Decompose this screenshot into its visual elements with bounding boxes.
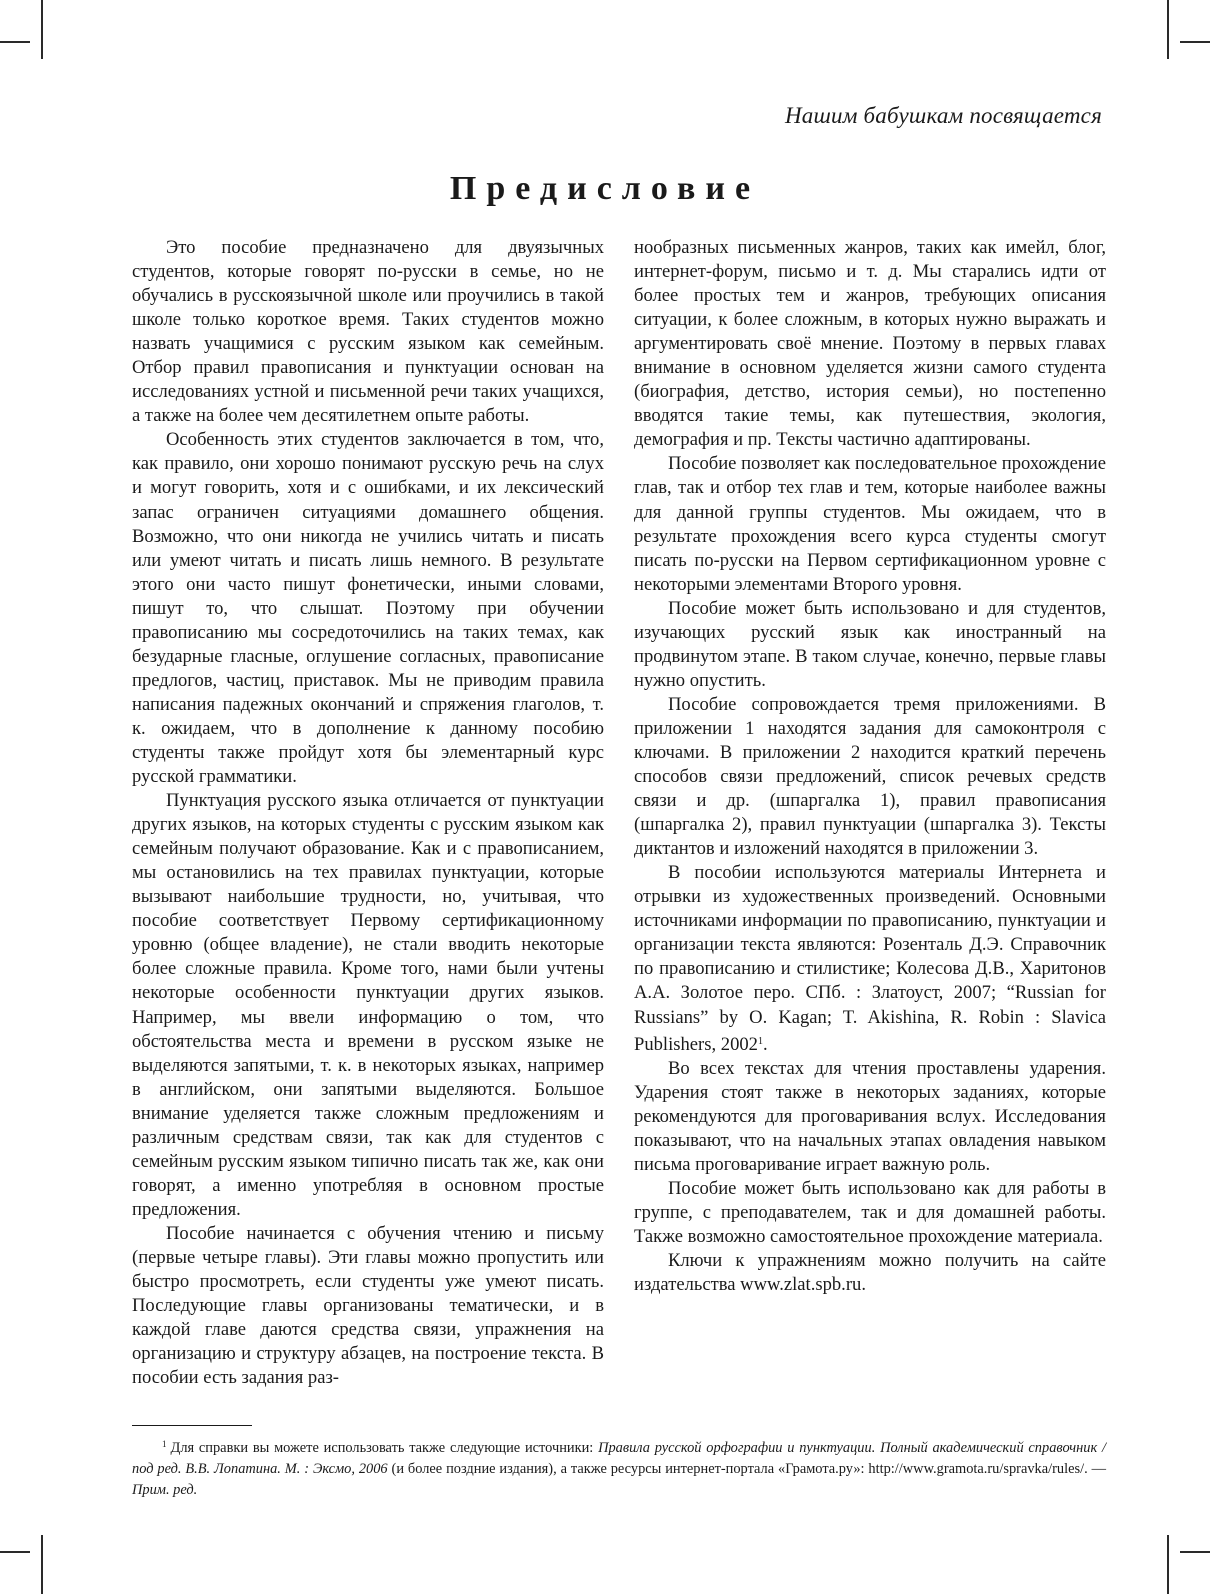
paragraph: Пособие позволяет как последовательное прохождение глав, так и отбор тех глав и тем, которые наиболее важны для данной группы студентов. Мы ожидаем, что в результате прохождения всего курса студенты смогут писать по-русски на Первом сертификационном уровне с некоторыми элементами Второго уровня. [634,453,1106,595]
paragraph-text: В пособии используются материалы Интернета и отрывки из художественных произведений. Основными источниками информации по правописанию, пунктуации и организации текста являются: Розенталь Д.Э. Справочник по правописанию и стилистике; Колесова Д.В., Харитонов А.А. Золотое перо. СПб. : Златоуст, 2007; “Russian for Russians” by O. Kagan; T. Akishina, R. Robin : Slavica Publishers, 2002 [634,862,1106,1055]
crop-mark-top-left-h [0,41,30,43]
paragraph: Пособие сопровождается тремя приложениями. В приложении 1 находятся задания для самоконтроля с ключами. В приложении 2 находится краткий перечень способов связи предложений, список речевых средств связи и др. (шпаргалка 1), правил правописания (шпаргалка 2), правил пунктуации (шпаргалка 3). Тексты диктантов и изложений находятся в приложении 3. [634,693,1106,860]
footnote-middle: (и более поздние издания), а также ресурсы интернет-портала «Грамота.ру»: http://www.gramota.ru/spravka/rules/. — [387,1461,1106,1477]
paragraph-continued: нообразных письменных жанров, таких как имейл, блог, интернет-форум, письмо и т. д. Мы старались идти от более простых тем и жанров, требующих описания ситуации, к более сложным, в которых нужно выражать и аргументировать своё мнение. Поэтому в первых главах внимание в основном уделяется жизни самого студента (биография, детство, история семьи), но постепенно вводятся такие темы, как путешествия, экология, демография и пр. Тексты частично адаптированы. [634,237,1106,451]
right-column [634,236,1106,1297]
footnote-note: Прим. ред. [132,1482,198,1498]
footnote-marker: 1 [162,1439,167,1449]
dedication: Нашим бабушкам посвящается [784,103,1102,128]
footnote-lead: Для справки вы можете использовать также следующие источники: [170,1440,599,1456]
footnote [132,1434,1106,1501]
paragraph: Пособие начинается с обучения чтению и письму (первые четыре главы). Эти главы можно пропустить или быстро просмотреть, если студенты уже умеют писать. Последующие главы организованы тематически, и в каждой главе даются средства связи, упражнения на организацию и структуру абзацев, на построение текста. В пособии есть задания раз- [132,1222,604,1389]
paragraph: Пособие может быть использовано как для работы в группе, с преподавателем, так и для домашней работы. Также возможно самостоятельное прохождение материала. [634,1177,1106,1247]
paragraph: Пособие может быть использовано и для студентов, изучающих русский язык как иностранный на продвинутом этапе. В таком случае, конечно, первые главы нужно опустить. [634,597,1106,691]
paragraph: Особенность этих студентов заключается в том, что, как правило, они хорошо понимают русскую речь на слух и могут говорить, хотя и с ошибками, и их лексический запас ограничен ситуациями домашнего общения. Возможно, что они никогда не учились читать и писать или умеют читать и писать лишь немного. В результате этого они часто пишут фонетически, иными словами, пишут то, что слышат. Поэтому при обучении правописанию мы сосредоточились на таких темах, как безударные гласные, оглушение согласных, правописание предлогов, частиц, приставок. Мы не приводим правила написания падежных окончаний и спряжения глаголов, т. к. ожидаем, что в дополнение к данному пособию студенты также пройдут хотя бы элементарный курс русской грамматики. [132,429,604,788]
footnote-source: Правила русской орфографии и пунктуации. Полный академический справочник / под ред. В.В. Лопатина. М. : Эксмо, 2006 [132,1440,1106,1477]
paragraph: Это пособие предназначено для двуязычных студентов, которые говорят по-русски в семье, но не обучались в русскоязычной школе или проучились в такой школе только короткое время. Таких студентов можно назвать учащимися с русским языком как семейным. Отбор правил правописания и пунктуации основан на исследованиях устной и письменной речи таких учащихся, а также на более чем десятилетнем опыте работы. [132,237,604,427]
crop-mark-bottom-left-v [41,1535,43,1594]
page-title: Предисловие [449,170,761,207]
paragraph: Пунктуация русского языка отличается от пунктуации других языков, на которых студенты с русским языком как семейным получают образование. Как и с правописанием, мы остановились на тех правилах пунктуации, которые вызывают наибольшие трудности, но, учитывая, что пособие соответствует Первому сертификационному уровню (общее владение), не стали вводить некоторые более сложные правила. Кроме того, нами были учтены некоторые особенности пунктуации других языков. Например, мы ввели информацию о том, что обстоятельства места и времени в русском языке не выделяются запятыми, т. к. в некоторых языках, например в английском, они запятыми выделяются. Большое внимание уделяется также сложным предложениям и различным средствам связи, так как для студентов с семейным русским языком типично писать так же, как они говорят, а именно употребляя в основном простые предложения. [132,790,604,1220]
crop-mark-top-right-h [1180,41,1210,43]
footnote-reference[interactable]: 1 [757,1035,763,1047]
footnote-divider [132,1425,252,1426]
crop-mark-top-left-v [41,0,43,59]
crop-mark-bottom-left-h [0,1551,30,1553]
paragraph: В пособии используются материалы Интернета и отрывки из художественных произведений. Основными источниками информации по правописанию, пунктуации и организации текста являются: Розенталь Д.Э. Справочник по правописанию и стилистике; Колесова Д.В., Харитонов А.А. Золотое перо. СПб. : Златоуст, 2007; “Russian for Russians” by O. Kagan; T. Akishina, R. Robin : Slavica Publishers, 2002$^1$. [634,862,1106,1055]
crop-mark-bottom-right-h [1180,1551,1210,1553]
left-column [132,236,604,1390]
crop-mark-top-right-v [1167,0,1169,59]
paragraph: Ключи к упражнениям можно получить на сайте издательства www.zlat.spb.ru. [634,1249,1106,1296]
crop-mark-bottom-right-v [1167,1535,1169,1594]
paragraph: Во всех текстах для чтения проставлены ударения. Ударения стоят также в некоторых заданиях, которые рекомендуются для проговаривания вслух. Исследования показывают, что на начальных этапах овладения навыком письма проговаривание играет важную роль. [634,1057,1106,1175]
